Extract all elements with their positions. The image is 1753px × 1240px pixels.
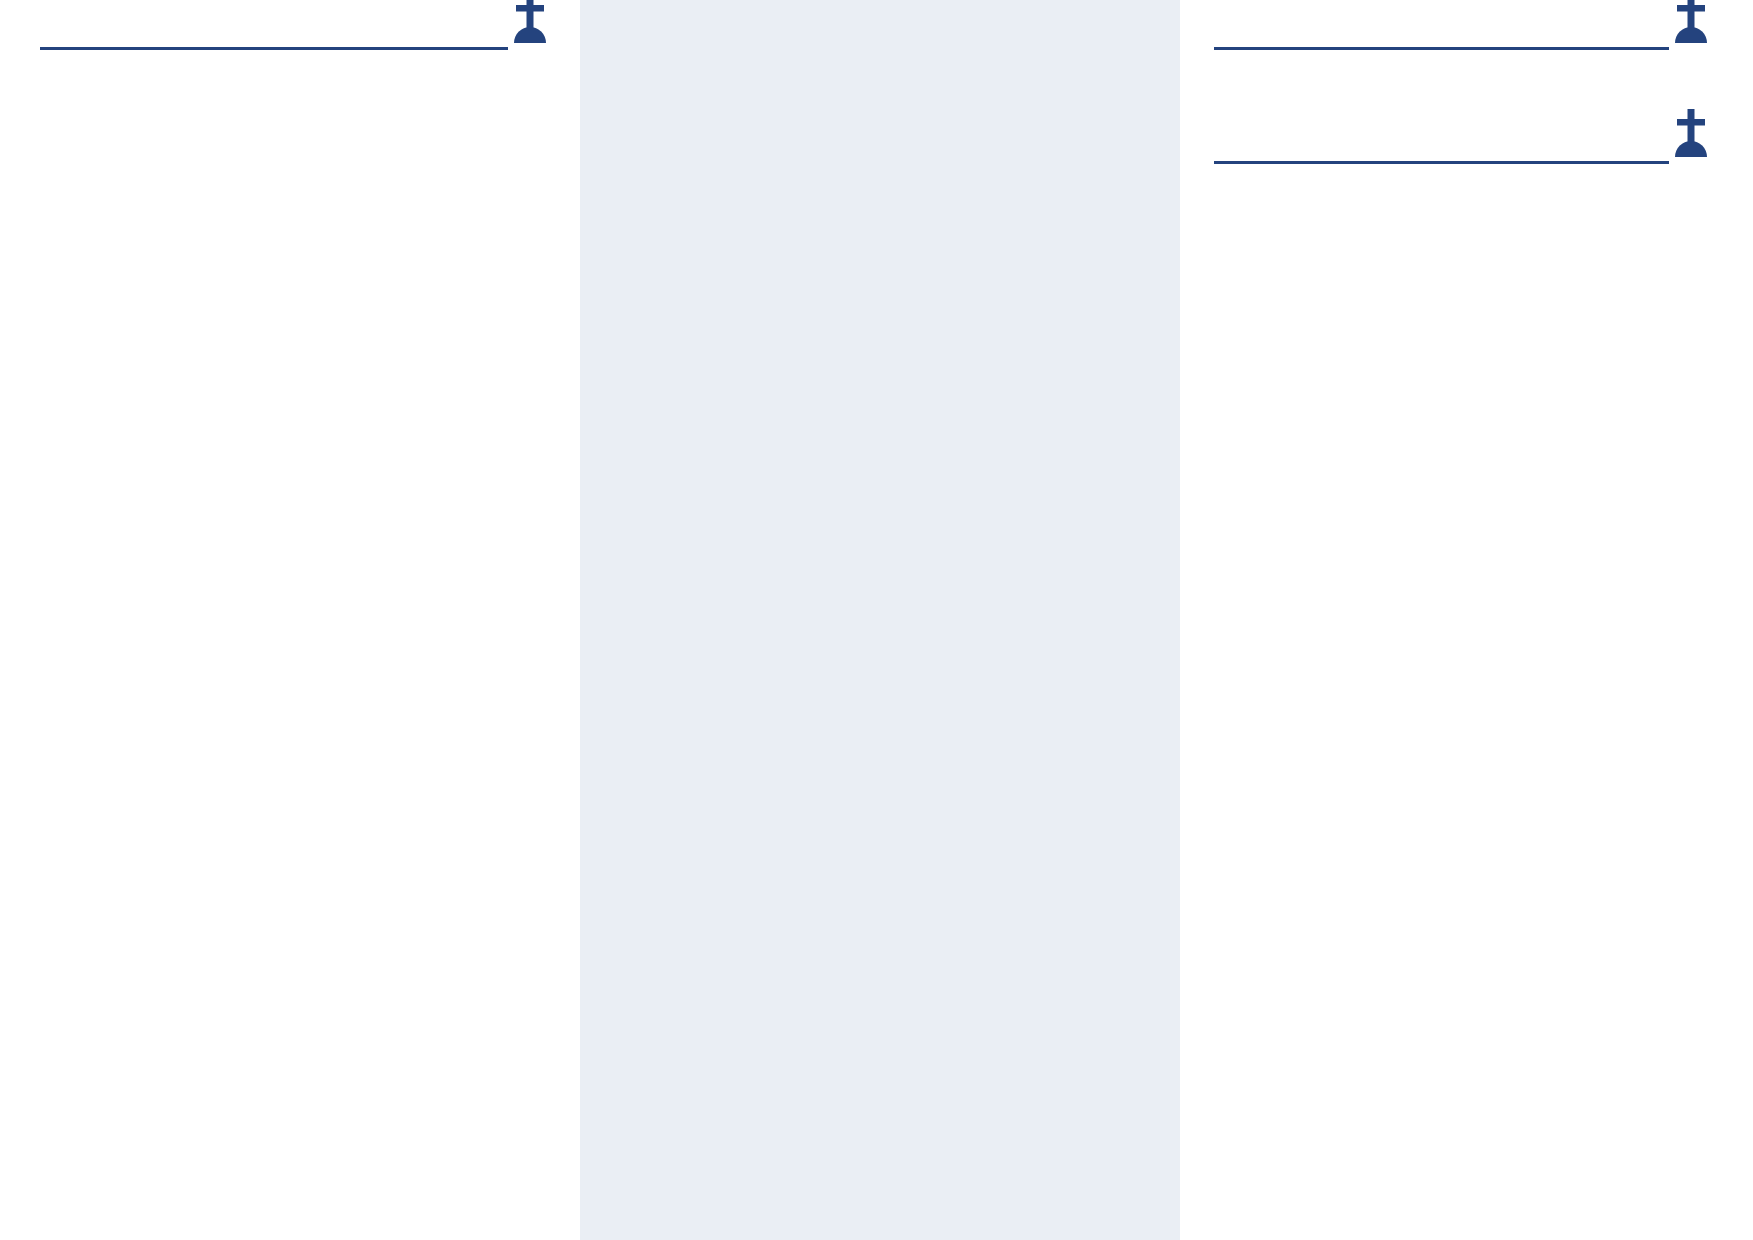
wednesday-service-time [1214,154,1669,155]
afternoon-service-header [1214,40,1669,50]
cross-icon [508,0,552,49]
sermon-verses-column [580,0,1180,1240]
morning-service-header [40,40,508,50]
afternoon-and-wednesday-column [1180,0,1753,1240]
morning-service-time [40,40,508,41]
cross-icon [1669,107,1713,163]
wednesday-service-header [1214,154,1669,164]
morning-service-column [0,0,580,1240]
cross-icon [1669,0,1713,49]
afternoon-service-time [1214,40,1669,41]
